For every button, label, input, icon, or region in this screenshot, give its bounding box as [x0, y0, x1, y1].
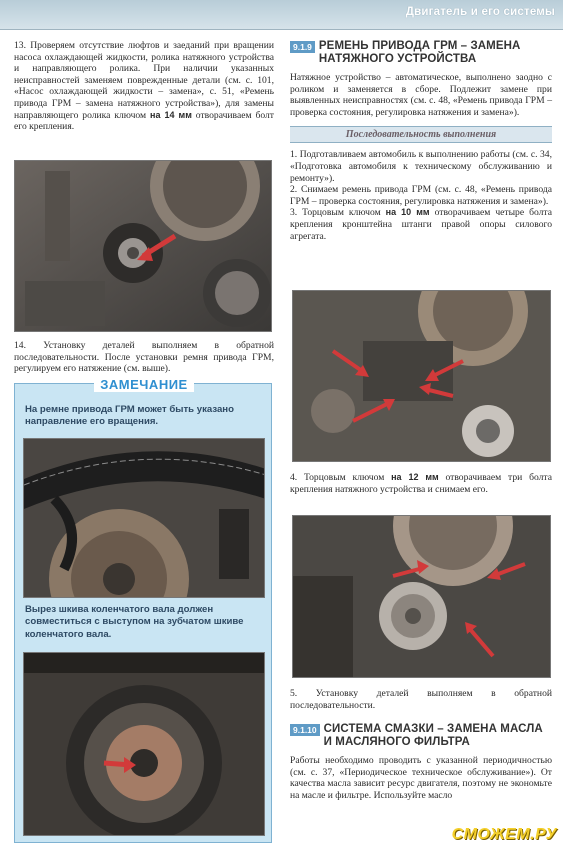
- note-text-1: На ремне привода ГРМ может быть указано направление его вращения.: [25, 404, 234, 428]
- note-text-2: Вырез шкива коленчатого вала должен совместиться с выступом на зубчатом шкиве коленчатого вала.: [25, 604, 244, 640]
- step-3: [290, 207, 552, 242]
- step4-bold: на 12 мм: [391, 472, 439, 482]
- page-header: [0, 0, 563, 30]
- paragraph-13: [14, 40, 274, 133]
- para13-bold: на 14 мм: [150, 109, 192, 120]
- step-4: [290, 472, 552, 495]
- step3-text-b: отворачиваем четыре болта крепления кронштейна штанги правой опоры силового агрегата.: [290, 207, 552, 242]
- step-5: 5. Установку деталей выполняем в обратной последовательности.: [290, 688, 552, 711]
- step4-text-b: отворачиваем три болта крепления натяжного устройства и снимаем его.: [290, 472, 552, 495]
- note-box: [14, 377, 272, 843]
- photo-crankshaft-pulley: [23, 652, 265, 836]
- oil-paragraph: Работы необходимо проводить с указанной периодичностью (см. с. 37, «Периодическое техническое обслуживание»). От качества масла зависит ресурс двигателя, поэтому не экономьте на масле и фильтре. Используйте масло: [290, 755, 552, 801]
- para13-tail: отворачиваем болт его крепления.: [14, 109, 274, 133]
- left-column-lower: [14, 340, 274, 375]
- step-2: 2. Снимаем ремень привода ГРМ (см. с. 48, «Ремень привода ГРМ – проверка состояния, регулировка натяжения и замена»).: [290, 184, 552, 207]
- photo-bracket-bolts: [292, 290, 551, 462]
- step3-bold: на 10 мм: [385, 207, 430, 218]
- section-title-919: РЕМЕНЬ ПРИВОДА ГРМ – ЗАМЕНА НАТЯЖНОГО УСТРОЙСТВА: [318, 40, 521, 65]
- intro-paragraph: Натяжное устройство – автоматическое, выполнено заодно с роликом и заменяется в сборе. Подлежит замене при выявленных неисправностях (см. с. 48, «Ремень привода ГРМ – проверка состояния, регулировка натяжения и замена»).: [290, 72, 552, 118]
- site-watermark: СМОЖЕМ.РУ: [451, 826, 557, 843]
- step-1: 1. Подготавливаем автомобиль к выполнению работы (см. с. 34, «Подготовка автомобиля к техническому обслуживанию и ремонту»).: [290, 149, 552, 184]
- right-column-bottom: [290, 688, 552, 802]
- header-title: Двигатель и его системы: [405, 6, 555, 18]
- para13-text: 13. Проверяем отсутствие люфтов и заеданий при вращении насоса охлаждающей жидкости, ролика натяжного устройства и направляющего ролика. При наличии указанных неисправностей заменяем поврежденные детали (см. с. 101, «Насос охлаждающей жидкости – замена», с. 51, «Ремень привода ГРМ – замена натяжного устройства»), для замены направляющего ролика ключом: [14, 40, 274, 121]
- section-header-9110: [290, 723, 552, 749]
- section-header-919: [290, 40, 552, 66]
- photo-guide-roller: [14, 160, 272, 332]
- note-title-text: ЗАМЕЧАНИЕ: [94, 377, 193, 392]
- step4-text-a: 4. Торцовым ключом: [290, 472, 385, 483]
- paragraph-14: 14. Установку деталей выполняем в обратной последовательности. После установки ремня привода ГРМ, регулируем его натяжение (см. выше).: [14, 340, 274, 375]
- step3-text-a: 3. Торцовым ключом: [290, 207, 381, 219]
- section-number-9110: 9.1.10: [290, 724, 320, 736]
- section-number-919: 9.1.9: [290, 41, 315, 53]
- right-column: [290, 40, 552, 242]
- right-column-step4: [290, 472, 552, 495]
- left-column: [14, 40, 274, 133]
- photo-tensioner-bolts: [292, 515, 551, 678]
- photo-belt-direction: [23, 438, 265, 598]
- section-title-9110: СИСТЕМА СМАЗКИ – ЗАМЕНА МАСЛА И МАСЛЯНОГО ФИЛЬТРА: [323, 723, 543, 749]
- sequence-header: Последовательность выполнения: [290, 126, 552, 143]
- note-title: [15, 376, 273, 394]
